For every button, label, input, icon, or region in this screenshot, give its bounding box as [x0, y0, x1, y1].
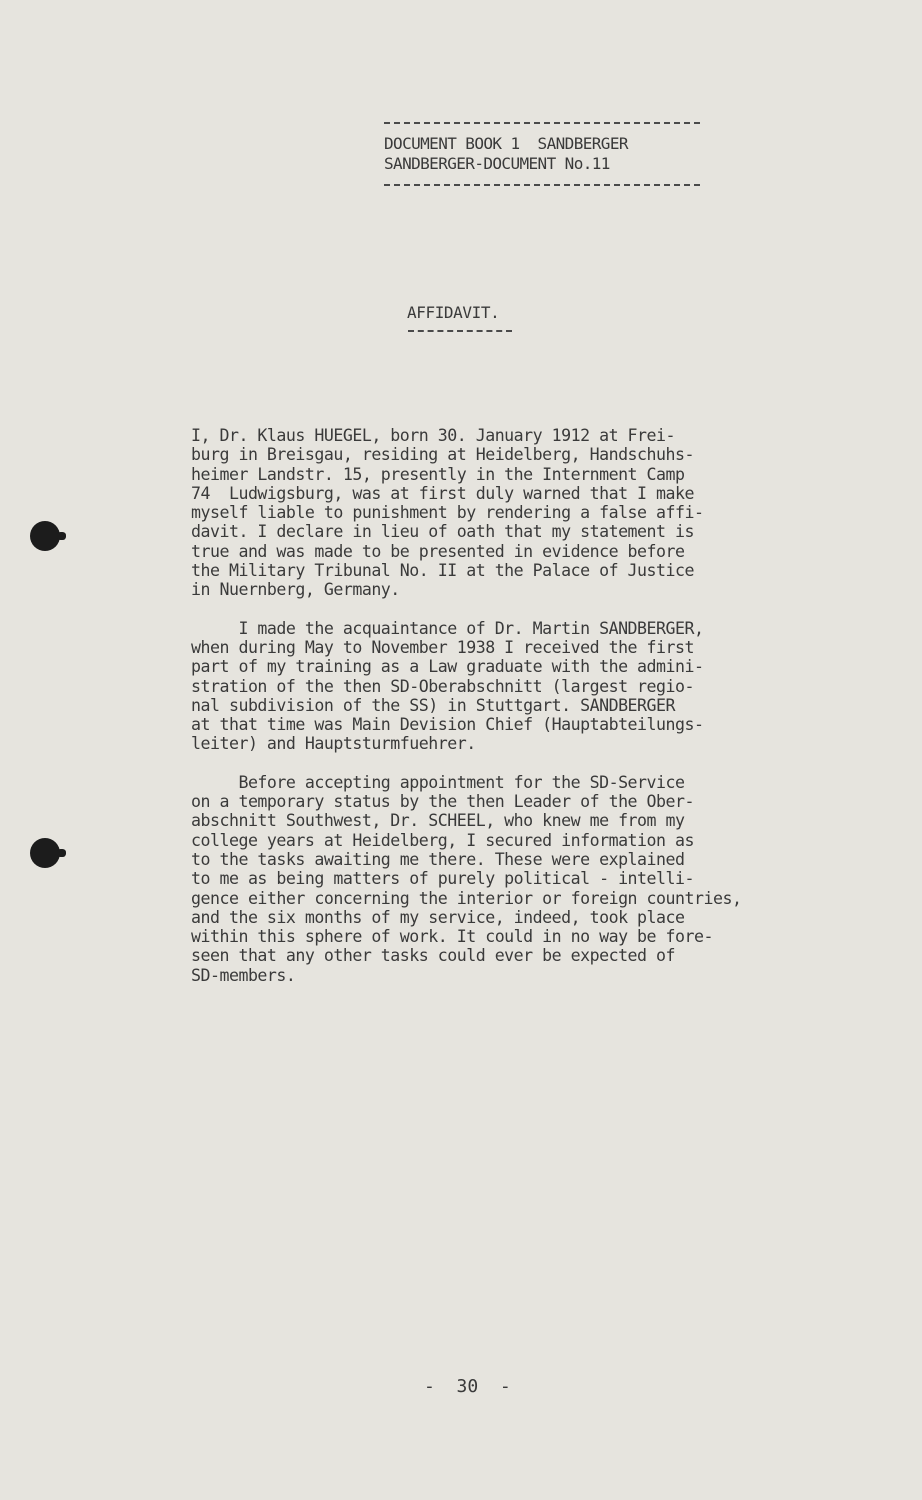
- document-number-label: SANDBERGER-DOCUMENT No.11: [384, 154, 610, 173]
- paragraph-acquaintance: I made the acquaintance of Dr. Martin SANDBERGER, when during May to November 1938 I received the first part of my training as a Law graduate with the admini- stration of the then SD-Oberabschnitt (largest regio- nal subdivision of the SS) in Stuttgart. SANDBERGER at that time was Main Devision Chief (Hauptabteilungs- leiter) and Hauptsturmfuehrer.: [191, 618, 704, 754]
- punch-hole-icon: [30, 838, 60, 868]
- document-book-label: DOCUMENT BOOK 1 SANDBERGER: [384, 134, 628, 153]
- paragraph-appointment: Before accepting appointment for the SD-Service on a temporary status by the then Leader of the Ober- abschnitt Southwest, Dr. SCHEEL, who knew me from my college years at Heidelberg, I secured information as to the tasks awaiting me there. These were explained to me as being matters of purely political - intelli- gence either concerning the interior or foreign countries, and the six months of my service, indeed, took place within this sphere of work. It could in no way be fore- seen that any other tasks could ever be expected of SD-members.: [191, 772, 742, 985]
- affidavit-title: AFFIDAVIT.: [407, 303, 500, 322]
- title-underline: [408, 330, 512, 332]
- page-number: - 30 -: [424, 1376, 511, 1397]
- punch-hole-icon: [30, 521, 60, 551]
- paragraph-declarant: I, Dr. Klaus HUEGEL, born 30. January 1912 at Frei- burg in Breisgau, residing at Heidelberg, Handschuhs- heimer Landstr. 15, presently in the Internment Camp 74 Ludwigsburg, was at first duly warned that I make myself liable to punishment by rendering a false affi- davit. I declare in lieu of oath that my statement is true and was made to be presented in evidence before the Military Tribunal No. II at the Palace of Justice in Nuernberg, Germany.: [191, 426, 704, 600]
- document-header: [384, 122, 714, 186]
- affidavit-body: [191, 426, 881, 985]
- header-bottom-rule: [384, 184, 700, 186]
- header-top-rule: [384, 122, 700, 124]
